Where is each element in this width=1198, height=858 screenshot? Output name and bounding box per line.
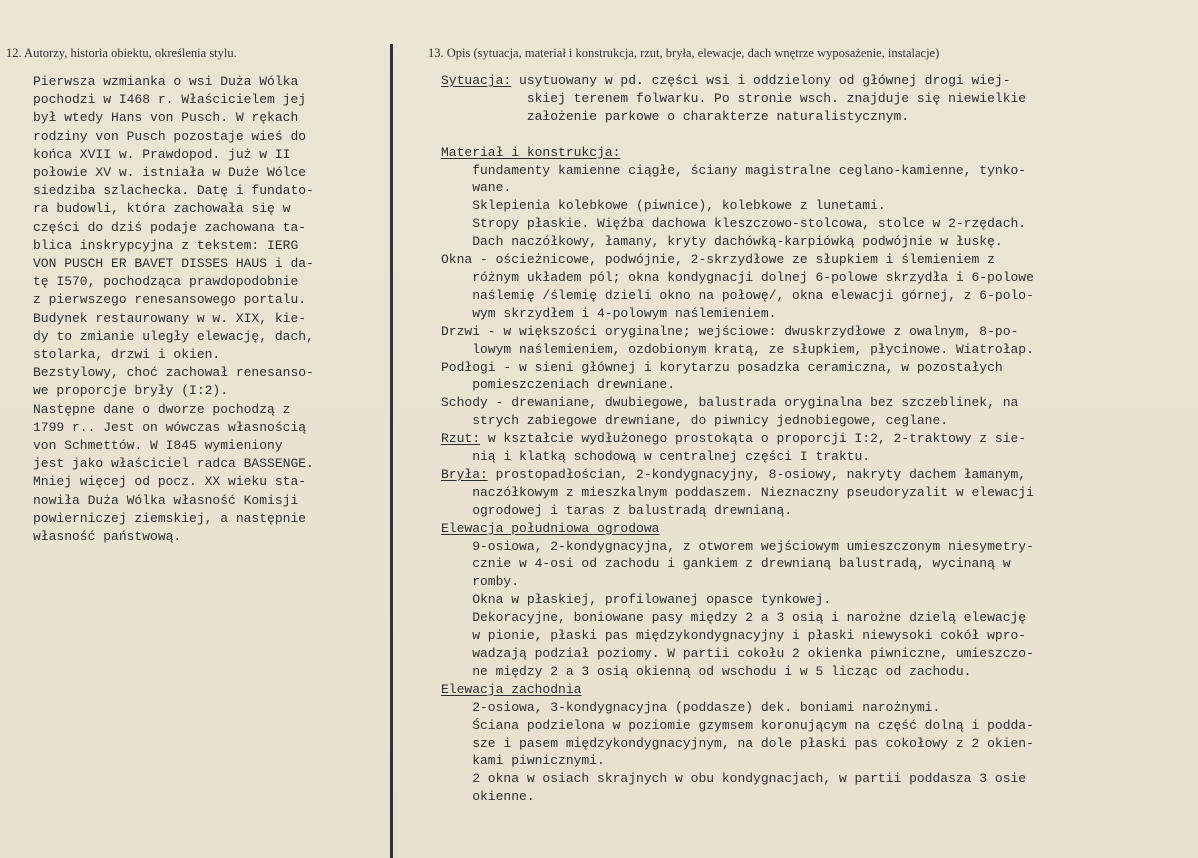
history-line: siedziba szlachecka. Datę i fundato- [33, 183, 314, 199]
line-text: skiej terenem folwarku. Po stronie wsch. znajduje się niewielkie [441, 90, 1027, 106]
history-line: Następne dane o dworze pochodzą z [33, 401, 291, 417]
section-label: Sytuacja: [441, 73, 512, 88]
line-text: prostopadłościan, 2-kondygnacyjny, 8-osiowy, nakryty dachem łamanym, [487, 466, 1027, 482]
history-text [33, 73, 393, 546]
description-line [441, 233, 1196, 251]
description-line [441, 359, 1196, 377]
line-text: wadzają podział poziomy. W partii cokołu 2 okienka piwniczne, umieszczo- [441, 646, 1034, 661]
history-line: jest jako właściciel radca BASSENGE. [33, 456, 314, 472]
line-text: założenie parkowe o charakterze naturalistycznym. [441, 108, 910, 124]
line-text: sze i pasem międzykondygnacyjnym, na dole płaski pas cokołowy z 2 okien- [441, 735, 1034, 751]
line-text: Schody - drewaniane, dwubiegowe, balustrada oryginalna bez szczeblinek, na [441, 395, 1019, 411]
description-line [441, 108, 1196, 126]
line-text: Stropy płaskie. Więźba dachowa kleszczowo-stolcowa, stolce w 2-rzędach. [441, 216, 1027, 232]
description-line [441, 341, 1196, 359]
line-text: Dach naczółkowy, łamany, kryty dachówką-karpiówką podwójnie w łuskę. [441, 234, 1003, 250]
section-label: Bryła: [441, 466, 488, 482]
description-line [441, 735, 1196, 753]
history-line: Mniej więcej od pocz. XX wieku sta- [33, 474, 307, 490]
history-line: własność państwową. [33, 529, 182, 545]
section-heading-line [441, 430, 1196, 448]
line-text: romby. [441, 574, 520, 590]
section-label: Materiał i konstrukcja: [441, 144, 621, 160]
history-line: końca XVII w. Prawdopod. już w II [33, 146, 291, 162]
description-line [441, 609, 1196, 627]
line-text: Ściana podzielona w poziomie gzymsem koronującym na część dolną i podda- [441, 717, 1034, 733]
history-line: Pierwsza wzmianka o wsi Duża Wólka [33, 74, 299, 89]
description-line [441, 770, 1196, 788]
history-line: z pierwszego renesansowego portalu. [33, 292, 307, 308]
description-line [441, 376, 1196, 394]
line-text: pomieszczeniach drewniane. [441, 377, 676, 393]
line-text: strych zabiegowe drewniane, do piwnicy jednobiegowe, ceglane. [441, 413, 949, 429]
section-heading-line [441, 466, 1196, 484]
description-line [441, 412, 1196, 430]
description-line [441, 645, 1196, 663]
description-line [441, 484, 1196, 502]
section-heading-line [441, 144, 1196, 162]
line-text: 9-osiowa, 2-kondygnacyjna, z otworem wejściowym umieszczonym niesymetry- [441, 538, 1034, 554]
description-line [441, 287, 1196, 305]
line-text: w kształcie wydłużonego prostokąta o proporcji I:2, 2-traktowy z sie- [480, 431, 1027, 447]
line-text: usytuowany w pd. części wsi i oddzielony od głównej drogi wiej- [511, 73, 1011, 88]
line-text: 2 okna w osiach skrajnych w obu kondygnacjach, w partii poddasza 3 osie [441, 771, 1027, 787]
description-line [441, 394, 1196, 412]
history-line: ra budowli, która zachowała się w [33, 201, 291, 217]
description-line [441, 502, 1196, 520]
history-line: dy to zmianie uległy elewację, dach, [33, 328, 314, 344]
line-text: Sklepienia kolebkowe (piwnice), kolebkowe z lunetami. [441, 198, 886, 214]
section-label: Elewacja południowa ogrodowa [441, 520, 660, 536]
history-line: powierniczej ziemskiej, a następnie [33, 510, 307, 526]
history-line: we proporcje bryły (I:2). [33, 383, 229, 399]
section-heading-line [441, 520, 1196, 538]
line-text: okienne. [441, 789, 535, 805]
description-line [441, 573, 1196, 591]
line-text: Dekoracyjne, boniowane pasy między 2 a 3 osią i narożne dzielą elewację [441, 610, 1027, 626]
description-line [441, 197, 1196, 215]
description-line [441, 269, 1196, 287]
line-text: naczółkowym z mieszkalnym poddaszem. Nieznaczny pseudoryzalit w elewacji [441, 484, 1034, 500]
history-line: blica inskrypcyjna z tekstem: IERG [33, 237, 299, 253]
description-line [441, 555, 1196, 573]
line-text: ne między 2 a 3 osią okienną od wschodu i w 5 licząc od zachodu. [441, 663, 972, 679]
description-line [441, 699, 1196, 717]
description-line [441, 126, 1196, 144]
description-line [441, 323, 1196, 341]
line-text: fundamenty kamienne ciągłe, ściany magistralne ceglano-kamienne, tynko- [441, 162, 1027, 178]
description-line [441, 591, 1196, 609]
section-header-description: 13. Opis (sytuacja, materiał i konstrukcja, rzut, bryła, elewacje, dach wnętrze wyposażenie, instalacje) [428, 46, 940, 60]
line-text [441, 127, 449, 142]
line-text: ogrodowej i taras z balustradą drewnianą. [441, 502, 793, 518]
section-heading-line [441, 72, 1196, 90]
description-line [441, 448, 1196, 466]
description-text [441, 72, 1196, 806]
line-text: Okna - ościeżnicowe, podwójnie, 2-skrzydłowe ze słupkiem i ślemieniem z [441, 252, 995, 268]
description-line [441, 179, 1196, 197]
line-text: różnym układem pól; okna kondygnacji dolnej 6-polowe skrzydła i 6-polowe [441, 269, 1034, 285]
history-line: pochodzi w I468 r. Właścicielem jej [33, 92, 307, 108]
history-line: 1799 r.. Jest on wówczas własnością [33, 419, 307, 435]
description-line [441, 663, 1196, 681]
line-text: wane. [441, 180, 512, 196]
description-line [441, 717, 1196, 735]
line-text: lowym naślemieniem, ozdobionym kratą, ze słupkiem, płycinowe. Wiatrołap. [441, 341, 1034, 357]
description-line [441, 215, 1196, 233]
line-text: naślemię /ślemię dzieli okno na połowę/, okna elewacji górnej, z 6-polo- [441, 287, 1034, 303]
line-text: cznie w 4-osi od zachodu i gankiem z drewnianą balustradą, wycinaną w [441, 556, 1011, 572]
section-label: Elewacja zachodnia [441, 681, 582, 697]
description-line [441, 162, 1196, 180]
description-line [441, 305, 1196, 323]
description-line [441, 788, 1196, 806]
section-heading-line [441, 681, 1196, 699]
line-text: wym skrzydłem i 4-polowym naślemieniem. [441, 305, 777, 321]
description-line [441, 752, 1196, 770]
description-line [441, 90, 1196, 108]
description-line [441, 627, 1196, 645]
line-text: w pionie, płaski pas międzykondygnacyjny i płaski niewysoki cokół wpro- [441, 628, 1027, 644]
history-line: był wtedy Hans von Pusch. W rękach [33, 110, 299, 126]
line-text: kami piwnicznymi. [441, 753, 605, 769]
history-line: rodziny von Pusch pozostaje wieś do [33, 128, 307, 144]
line-text: 2-osiowa, 3-kondygnacyjna (poddasze) dek. boniami narożnymi. [441, 699, 941, 715]
line-text: Drzwi - w większości oryginalne; wejściowe: dwuskrzydłowe z owalnym, 8-po- [441, 323, 1019, 339]
line-text: Okna w płaskiej, profilowanej opasce tynkowej. [441, 592, 832, 608]
section-header-authors-history: 12. Autorzy, historia obiektu, określenia stylu. [6, 46, 237, 60]
history-line: części do dziś podaje zachowana ta- [33, 219, 307, 235]
history-line: połowie XV w. istniała w Duże Wólce [33, 165, 307, 181]
description-line [441, 538, 1196, 556]
history-line: stolarka, drzwi i okien. [33, 347, 221, 363]
history-line: Budynek restaurowany w w. XIX, kie- [33, 310, 307, 326]
description-line [441, 251, 1196, 269]
history-line: VON PUSCH ER BAVET DISSES HAUS i da- [33, 256, 314, 272]
history-line: tę I570, pochodząca prawdopodobnie [33, 274, 299, 290]
section-label: Rzut: [441, 431, 481, 447]
history-line: von Schmettów. W I845 wymieniony [33, 438, 283, 454]
line-text: Podłogi - w sieni głównej i korytarzu posadzka ceramiczna, w pozostałych [441, 359, 1003, 375]
history-line: nowiła Duża Wólka własność Komisji [33, 492, 299, 508]
history-line: Bezstylowy, choć zachował renesanso- [33, 365, 314, 381]
line-text: nią i klatką schodową w centralnej części I traktu. [441, 449, 871, 465]
